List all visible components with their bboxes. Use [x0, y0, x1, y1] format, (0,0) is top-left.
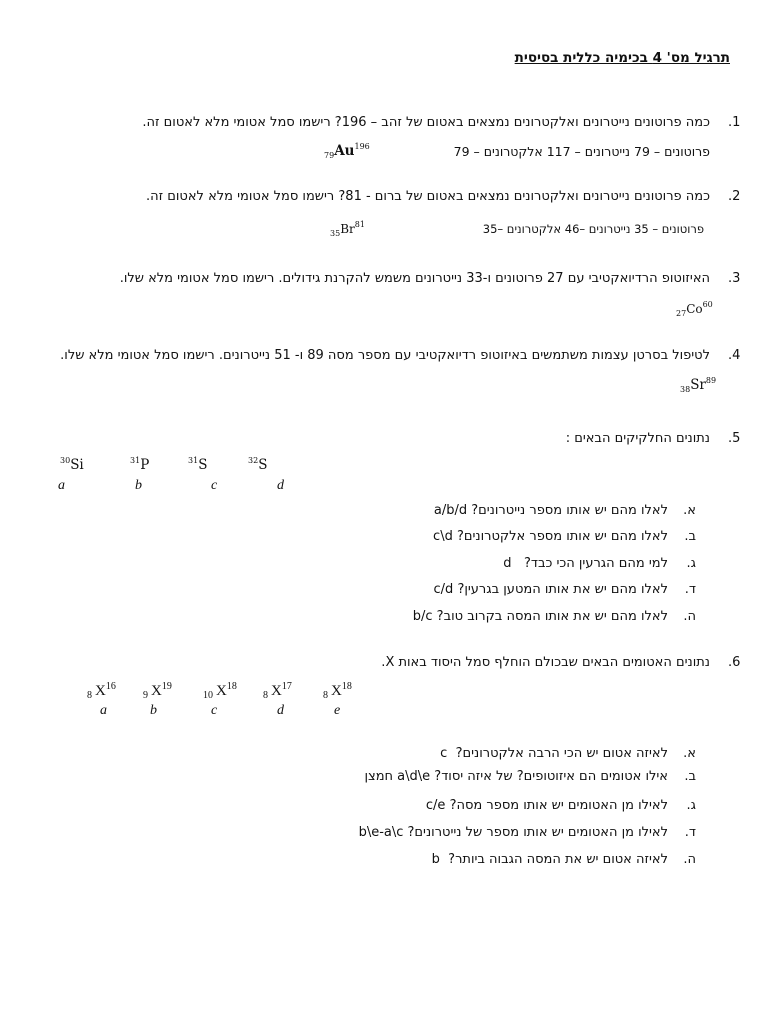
q5-sub-letter: ב.	[684, 529, 696, 544]
question-4-symbol: $_{38}Sr^{89}$	[680, 376, 717, 394]
q5-sub-letter: ד.	[684, 582, 696, 597]
question-6-number: .6	[728, 655, 741, 670]
atom-x-e: $_8$ $X^{18}$	[323, 681, 352, 701]
question-3-symbol: $_{27}Co^{60}$	[676, 300, 713, 318]
particle-si-30: $^{30}$Si	[60, 456, 84, 473]
q6-sub-letter: ה.	[683, 852, 696, 867]
particle-p-31: $^{31}$P	[130, 456, 150, 473]
question-4-text: לטיפול בסרטן עצמות משתמשים באיזוטופ רדיואקטיבי עם מספר מסה 89 ו- 51 נייטרונים. רישמו סמל אטומי מלא שלו.	[60, 348, 710, 363]
q5-sub-letter: ה.	[683, 609, 696, 624]
q6-sub-question: לאילו מן האטומים יש אותו מספר מסה? c/e	[425, 798, 668, 813]
q6-sub-letter: א.	[683, 746, 696, 761]
particle-label-b: b	[135, 478, 142, 493]
q5-sub-letter: ג.	[686, 556, 696, 571]
q6-sub-letter: ב.	[684, 769, 696, 784]
q6-sub-letter: ג.	[686, 798, 696, 813]
question-3-number: .3	[728, 271, 741, 286]
q5-sub-question: לאלו מהם יש אותו מספר נייטרונים? a/b/d	[433, 503, 668, 518]
atom-label-b: b	[150, 703, 157, 718]
particle-s-32: $^{32}$S	[248, 456, 268, 473]
q6-sub-question: אילו אטומים הם איזוטופים? של איזה יסוד? a\d\e חמצן	[364, 769, 668, 784]
question-6-text: נתונים האטומים הבאים שבכולם הוחלף סמל היסוד באות X.	[381, 655, 710, 670]
question-5-text: נתונים החלקיקים הבאים :	[565, 431, 710, 446]
question-1-answer: פרוטונים – 79 נייטרונים – 117 אלקטרונים – 79	[453, 144, 710, 159]
particle-label-c: c	[211, 478, 218, 493]
q5-sub-letter: א.	[683, 503, 696, 518]
atom-x-b: $_9$ $X^{19}$	[143, 681, 172, 701]
atom-label-d: d	[277, 703, 284, 718]
atom-x-a: $_8$ $X^{16}$	[87, 681, 116, 701]
question-2-answer: פרוטונים – 35 נייטרונים –46 אלקטרונים –35	[482, 222, 704, 236]
q6-sub-question: לאיזה אטום יש את המסה הגבוה ביותר? b	[431, 852, 668, 867]
particle-label-a: a	[58, 478, 65, 493]
question-1-text: כמה פרוטונים נייטרונים ואלקטרונים נמצאים באטום של זהב – 196? רישמו סמל אטומי מלא לאטום זה.	[142, 115, 710, 130]
q5-sub-question: לאלו מהם יש את אותו המטען בגרעין? c/d	[433, 582, 668, 597]
question-2-symbol: $_{35}Br^{81}$	[330, 220, 365, 238]
question-2-text: כמה פרוטונים נייטרונים ואלקטרונים נמצאים באטום של ברום - 81? רישמו סמל אטומי מלא לאטום זה.	[146, 189, 710, 204]
q6-sub-question: לאיזה אטום יש הכי הרבה אלקטרונים? c	[440, 746, 668, 761]
atom-x-d: $_8$ $X^{17}$	[263, 681, 292, 701]
question-1-symbol: $_{79}Au^{196}$	[324, 142, 370, 160]
particle-s-31: $^{31}$S	[188, 456, 208, 473]
q5-sub-question: למי מהם הגרעין הכי כבד? d	[503, 556, 668, 571]
question-3-text: האיזוטופ הרדיואקטיבי עם 27 פרוטונים ו-33 נייטרונים משמש להקרנת גידולים. רישמו סמל אטומי מלא שלו.	[119, 271, 710, 286]
question-5-number: .5	[728, 431, 741, 446]
q5-sub-question: לאלו מהם יש אותו מספר אלקטרונים? c\d	[433, 529, 668, 544]
atom-label-c: c	[211, 703, 218, 718]
question-2-number: .2	[728, 189, 741, 204]
q6-sub-question: לאילו מן האטומים יש אותו מספר של נייטרונים? b\e-a\c	[358, 825, 668, 840]
page-title: תרגיל מס' 4 בכימיה כללית בסיסית	[514, 50, 730, 66]
q5-sub-question: לאלו מהם יש את אותו המסה בקרוב טוב? b/c	[412, 609, 668, 624]
atom-label-a: a	[100, 703, 107, 718]
atom-label-e: e	[334, 703, 341, 718]
q6-sub-letter: ד.	[684, 825, 696, 840]
particle-label-d: d	[277, 478, 284, 493]
atom-x-c: $_{10}$ $X^{18}$	[203, 681, 237, 701]
question-1-number: .1	[728, 115, 741, 130]
question-4-number: .4	[728, 348, 741, 363]
